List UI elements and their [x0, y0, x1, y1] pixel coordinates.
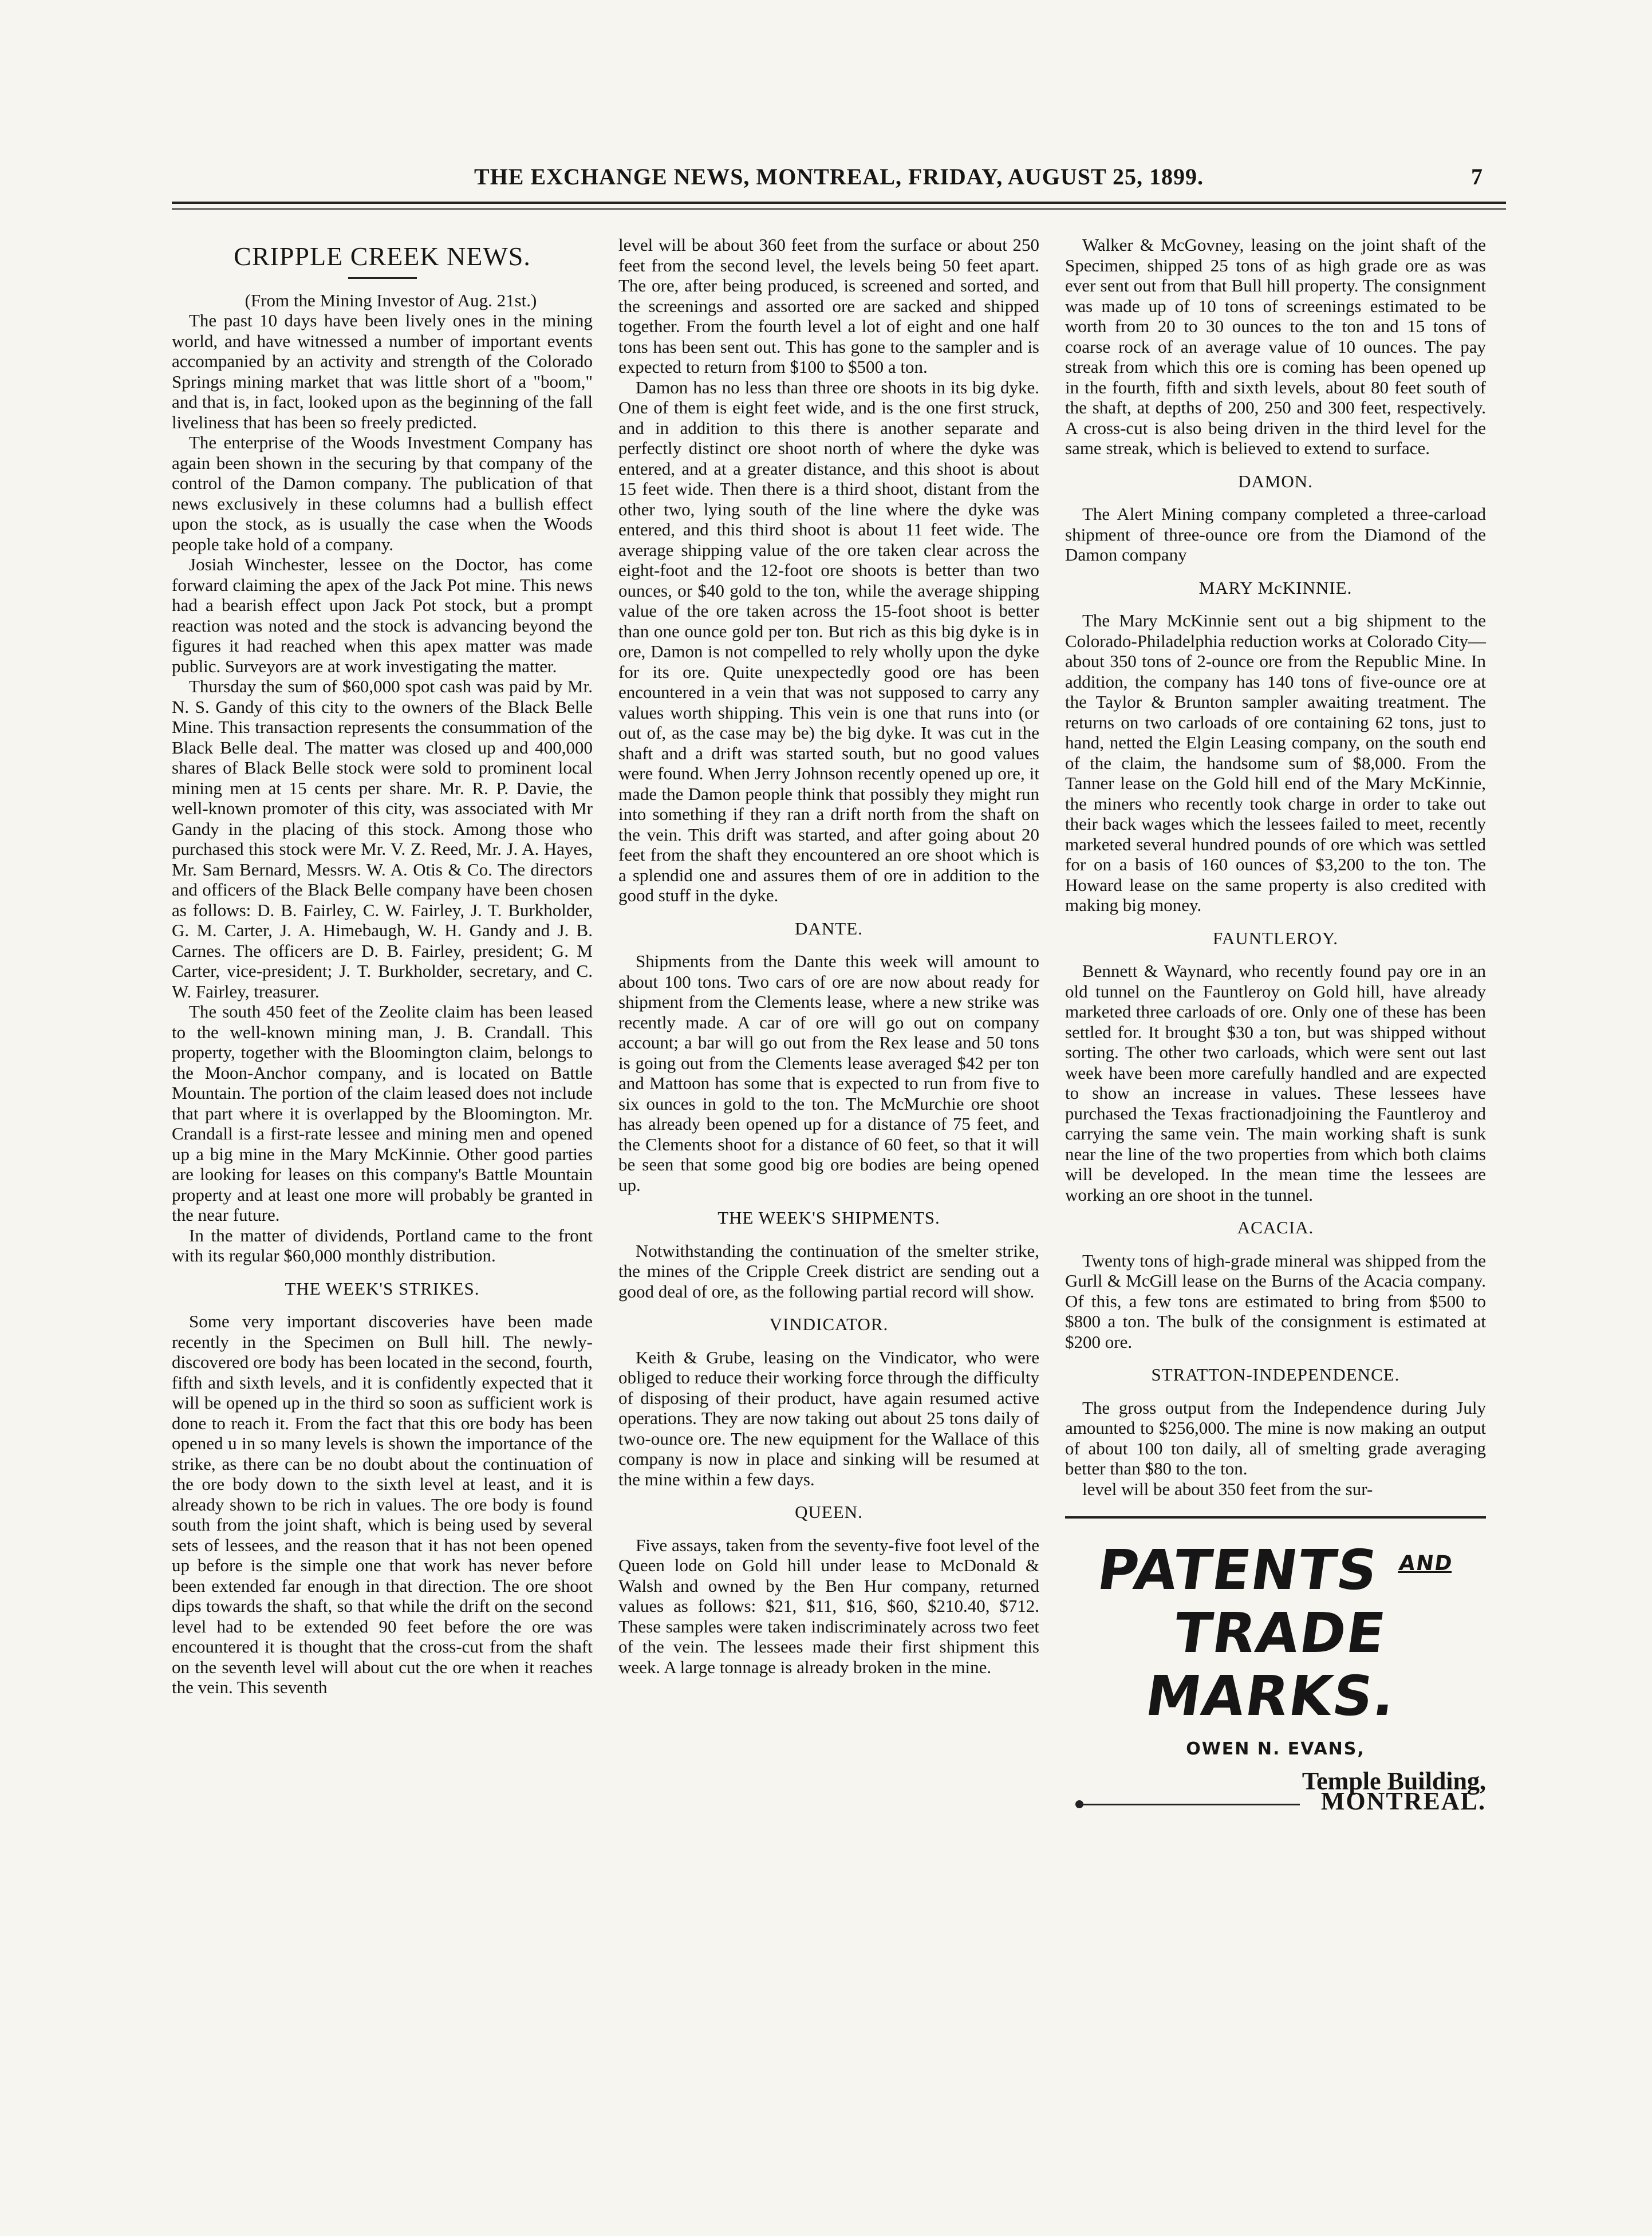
paragraph: In the matter of dividends, Portland came to the front with its regular $60,000 monthly distribution. [172, 1225, 593, 1265]
paragraph: Thursday the sum of $60,000 spot cash was paid by Mr. N. S. Gandy of this city to the owners of the Black Belle Mine. This transaction represents the consummation of the Black Belle deal. The matter was closed up and 400,000 shares of Black Belle stock were sold to prominent local mining men at 15 cents per share. Mr. R. P. Davie, the well-known promoter of this city, was associated with Mr Gandy in the placing of this stock. Among those who purchased this stock were Mr. V. Z. Reed, Mr. J. A. Hayes, Mr. Sam Bernard, Messrs. W. A. Otis & Co. The directors and officers of the Black Belle company have been chosen as follows: D. B. Fairley, C. W. Fairley, J. T. Burkholder, G. M. Carter, J. A. Himebaugh, W. H. Gandy and J. B. Carnes. The officers are D. B. Fairley, president; G. M Carter, vice-president; J. T. Burkholder, secretary, and C. W. Fairley, treasurer. [172, 676, 593, 1001]
ad-and-text: AND [1397, 1552, 1455, 1575]
paragraph: Twenty tons of high-grade mineral was shipped from the Gurll & McGill lease on the Burns of the Acacia company. Of this, a few tons are estimated to bring from $500 to $800 a ton. The bulk of the consignment is estimated at $200 ore. [1065, 1250, 1486, 1352]
paragraph: Some very important discoveries have been made recently in the Specimen on Bull hill. The newly-discovered ore body has been located in the second, fourth, fifth and sixth levels, and it is confidently expected that it will be opened up in the third so soon as sufficient work is done to reach it. From the fact that this ore body has been opened u in so many levels is shown the importance of the strike, as there can be no doubt about the continuation of the ore body down to the sixth level at least, and it is already shown to be rich in values. The ore body is found south from the joint shaft, which is being used by several sets of lessees, and the reason that it has not been opened up before is the simple one that work has never before been extended far enough in that direction. The ore shoot dips towards the shaft, so that while the drift on the second level had to be extended 90 feet before the ore was encountered it is thought that the cross-cut from the shaft on the seventh level will about cut the ore when it reaches the vein. This seventh [172, 1311, 593, 1697]
masthead-title: THE EXCHANGE NEWS, MONTREAL, FRIDAY, AUGUST 25, 1899. [474, 164, 1204, 190]
ad-city-text: MONTREAL. [1320, 1787, 1486, 1815]
paragraph: The south 450 feet of the Zeolite claim has been leased to the well-known mining man, J. B. Crandall. This property, together with the Bloomington claim, belongs to the Moon-Anchor company, and is located on Battle Mountain. The portion of the claim leased does not include that part where it is overlapped by the Bloomington. Mr. Crandall is a first-rate lessee and mining men and opened up a big mine in the Mary McKinnie. Other good parties are looking for leases on this company's Battle Mountain property and at least one more will probably be granted in the near future. [172, 1001, 593, 1225]
paragraph: The Mary McKinnie sent out a big shipment to the Colorado-Philadelphia reduction works at Colorado City—about 350 tons of 2-ounce ore from the Republic Mine. In addition, the company has 140 tons of five-ounce ore at the Taylor & Brunton sampler awaiting treatment. The returns on two carloads of ore containing 62 tons, just to hand, netted the Elgin Leasing company, on the south end of the claim, the handsome sum of $8,000. From the Tanner lease on the Gold hill end of the Mary McKinnie, the miners who recently took charge in order to take out their back wages which the lessees failed to meet, recently marketed several hundred pounds of ore which was settled for on a basis of 160 ounces of $3,200 to the ton. The Howard lease on the same property is also credited with making big money. [1065, 610, 1486, 915]
ad-divider [1065, 1516, 1486, 1519]
ad-address-city [1065, 1787, 1486, 1815]
masthead-rule-bottom [172, 208, 1506, 210]
section-heading: STRATTON-INDEPENDENCE. [1151, 1365, 1400, 1385]
paragraph: Josiah Winchester, lessee on the Doctor, has come forward claiming the apex of the Jack Pot mine. This news had a bearish effect upon Jack Pot stock, but a prompt reaction was noted and the stock is advancing beyond the figures it had reached when this apex matter was made public. Surveyors are at work investigating the matter. [172, 554, 593, 676]
paragraph: The enterprise of the Woods Investment Company has again been shown in the securing by that company of the control of the Damon company. The publication of that news exclusively in these columns had a bullish effect upon the stock, as is usually the case when the Woods people take hold of a company. [172, 432, 593, 554]
paragraph: Keith & Grube, leasing on the Vindicator, who were obliged to reduce their working force through the difficulty of disposing of their product, have again resumed active operations. They are now taking out about 25 tons daily of two-ounce ore. The new equipment for the Wallace of this company is now in place and sinking will be resumed at the mine within a few days. [618, 1347, 1039, 1489]
section-heading: DANTE. [795, 918, 863, 938]
section-heading: THE WEEK'S STRIKES. [285, 1278, 480, 1299]
section-heading: VINDICATOR. [769, 1314, 889, 1334]
ad-patents-text: PATENTS [1093, 1538, 1383, 1602]
column-3 [1065, 235, 1486, 1815]
paragraph: The past 10 days have been lively ones in the mining world, and have witnessed a number of important events accompanied by an activity and strength of the Colorado Springs mining market that was little short of a "boom," and that is, in fact, looked upon as the beginning of the fall liveliness that has been so freely predicted. [172, 310, 593, 432]
article-source: (From the Mining Investor of Aug. 21st.) [245, 290, 537, 310]
section-heading: THE WEEK'S SHIPMENTS. [717, 1208, 940, 1228]
column-2 [618, 235, 1039, 1677]
paragraph: Damon has no less than three ore shoots in its big dyke. One of them is eight feet wide, and is the one first struck, and in addition to this there is another separate and perfectly distinct ore shoot north of where the dyke was entered, and at a greater distance, and this shoot is about 15 feet wide. Then there is a third shoot, distant from the other two, lying south of the line where the dyke was entered, and this third shoot is about 11 feet wide. The average shipping value of the ore taken clear across the eight-foot and the 12-foot ore shoots is better than two ounces, or $40 gold to the ton, while the average shipping value of the ore taken across the 15-foot shoot is better than one ounce gold per ton. But rich as this big dyke is in ore, Damon is not compelled to rely wholly upon the dyke for its ore. Quite unexpectedly good ore has been encountered in a vein that was not supposed to carry any values worth shipping. This vein is one that runs into (or out of, as the case may be) the big dyke. It was cut in the shaft and a drift was started south, but no good values were found. When Jerry Johnson recently opened up ore, it made the Damon people think that possibly they might run into something if they ran a drift north from the shaft on the vein. This drift was started, and after going about 20 feet from the shaft they encountered an ore shoot which is a splendid one and assures them of ore in addition to the good stuff in the dyke. [618, 377, 1039, 905]
page-number: 7 [1471, 164, 1483, 190]
section-heading: MARY McKINNIE. [1198, 577, 1353, 598]
paragraph: Notwithstanding the continuation of the smelter strike, the mines of the Cripple Creek district are sending out a good deal of ore, as the following partial record will show. [618, 1240, 1039, 1302]
title-divider [348, 277, 417, 279]
section-heading: FAUNTLEROY. [1212, 928, 1339, 948]
ad-address-building: Temple Building, [1302, 1766, 1486, 1795]
article-title: CRIPPLE CREEK NEWS. [234, 242, 531, 271]
section-heading: QUEEN. [795, 1502, 863, 1522]
paragraph: Shipments from the Dante this week will amount to about 100 tons. Two cars of ore are now about ready for shipment from the Clements lease, where a new strike was recently made. A car of ore will go out on company account; a bar will go out from the Rex lease and 50 tons is going out from the Clements lease averaged $42 per ton and Mattoon has some that is expected to run from five to six ounces in gold to the ton. The McMurchie ore shoot has already been opened up for a distance of 75 feet, and the Clements shoot for a distance of 60 feet, so that it will be seen that some good big ore bodies are being opened up. [618, 951, 1039, 1195]
section-heading: DAMON. [1238, 471, 1313, 491]
patents-advertisement [1065, 1516, 1486, 1815]
paragraph: Bennett & Waynard, who recently found pay ore in an old tunnel on the Fauntleroy on Gold hill, have already marketed three carloads of ore. Only one of these has been settled for. It brought $30 a ton, but was shipped without sorting. The other two carloads, which were sent out last week have been more carefully handled and are expected to show an increase in values. These lessees have purchased the Texas fractionadjoining the Fauntleroy and carrying the same vein. The main working shaft is sunk near the line of the two properties from which both claims will be developed. In the mean time the lessees are working an ore shoot in the tunnel. [1065, 961, 1486, 1205]
ad-headline-trademarks: TRADE MARKS. [1142, 1601, 1401, 1728]
paragraph: The gross output from the Independence during July amounted to $256,000. The mine is now making an output of about 100 ton daily, all of smelting grade averaging better than $80 to the ton. [1065, 1397, 1486, 1478]
paragraph: Five assays, taken from the seventy-five foot level of the Queen lode on Gold hill under lease to McDonald & Walsh and owned by the Ben Hur company, returned values as follows: $21, $11, $16, $60, $210.40, $712. These samples were taken indiscriminately across two feet of the vein. The lessees made their first shipment this week. A large tonnage is already broken in the mine. [618, 1535, 1039, 1677]
paragraph: level will be about 350 feet from the sur- [1082, 1478, 1373, 1499]
section-heading: ACACIA. [1237, 1217, 1314, 1237]
ad-rule-line [1082, 1804, 1300, 1805]
ad-headline-patents [1060, 1532, 1491, 1602]
masthead-rule-top [172, 202, 1506, 204]
paragraph: The Alert Mining company completed a three-carload shipment of three-ounce ore from the Diamond of the Damon company [1065, 504, 1486, 565]
masthead [172, 163, 1506, 190]
paragraph: Walker & McGovney, leasing on the joint shaft of the Specimen, shipped 25 tons of as high grade ore as was ever sent out from that Bull hill property. The consignment was made up of 10 tons of screenings estimated to be worth from 20 to 30 ounces to the ton and 15 tons of coarse rock of an average value of 10 ounces. The pay streak from which this ore is coming has been opened up in the fourth, fifth and sixth levels, about 80 feet south of the shaft, at depths of 200, 250 and 300 feet, respectively. A cross-cut is also being driven in the third level for the same streak, which is believed to extend to surface. [1065, 235, 1486, 458]
column-1 [172, 235, 593, 1698]
ad-advertiser-name: OWEN N. EVANS, [1186, 1739, 1365, 1759]
paragraph: level will be about 360 feet from the surface or about 250 feet from the second level, the levels being 50 feet apart. The ore, after being produced, is screened and sorted, and the screenings and assorted ore are sacked and shipped together. From the fourth level a lot of eight and one half tons has been sent out. This has gone to the sampler and is expected to return from $100 to $500 a ton. [618, 235, 1039, 377]
